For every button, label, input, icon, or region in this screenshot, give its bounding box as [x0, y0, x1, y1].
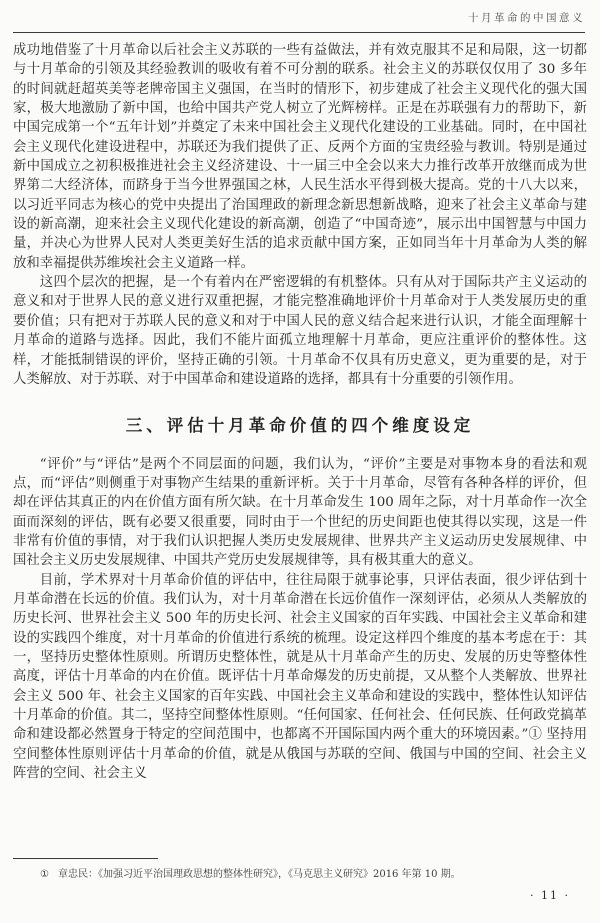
footnote-area	[13, 858, 585, 882]
running-header	[13, 10, 585, 25]
body-text	[13, 41, 587, 841]
paragraph-continuation: 成功地借鉴了十月革命以后社会主义苏联的一些有益做法，并有效克服其不足和局限，这一切都与十月革命的引领及其经验教训的吸收有着不可分割的联系。社会主义的苏联仅仅用了 30 多年的时间就赶超英美等老牌帝国主义强国，在当时的情形下，初步建成了社会主义现代化的强大国家，极大地激励了新中国，也给中国共产党人树立了光辉榜样。正是在苏联强有力的帮助下，新中国完成第一个“五年计划”并奠定了未来中国社会主义现代化建设的工业基础。同时，在中国社会主义现代化建设进程中，苏联还为我们提供了正、反两个方面的宝贵经验与教训。特别是通过新中国成立之初积极推进社会主义经济建设、十一届三中全会以来大力推行改革开放继而成为世界第二大经济体，而跻身于当今世界强国之林，人民生活水平得到极大提高。党的十八大以来，以习近平同志为核心的党中央提出了治国理政的新理念新思想新战略，迎来了社会主义革命与建设的新高潮，迎来社会主义现代化建设的新高潮，创造了“中国奇迹”，展示出中国智慧与中国力量，并决心为世界人民对人类更美好生活的追求贡献中国方案，正如同当年十月革命为人类的解放和幸福提供苏维埃社会主义道路一样。	[13, 43, 587, 271]
footnote-marker: ①	[40, 869, 49, 880]
paragraph: “评价”与“评估”是两个不同层面的问题，我们认为，“评价”主要是对事物本身的看法和观点，而“评估”则侧重于对事物产生结果的重新评析。关于十月革命，尽管有各种各样的评价，但却在评估其真正的内在价值方面有所欠缺。在十月革命发生 100 周年之际，对十月革命作一次全面而深刻的评估，既有必要又很重要，同时由于一个世纪的历史间距也使其得以实现，这是一件非常有价值的事情，对于我们认识把握人类历史发展规律、世界共产主义运动历史发展规律、中国社会主义历史发展规律、中国共产党历史发展规律等，具有极其重大的意义。	[13, 456, 587, 569]
paragraph: 这四个层次的把握，是一个有着内在严密逻辑的有机整体。只有从对于国际共产主义运动的意义和对于世界人民的意义进行双重把握，才能完整准确地评价十月革命对于人类发展历史的重要价值；只有把对于苏联人民的意义和对于中国人民的意义结合起来进行认识，才能全面理解十月革命的道路与选择。因此，我们不能片面孤立地理解十月革命，更应注重评价的整体性。这样，才能抵制错误的评价，坚持正确的引领。十月革命不仅具有历史意义，更为重要的是，对于人类解放、对于苏联、对于中国革命和建设道路的选择，都具有十分重要的引领作用。	[13, 275, 587, 387]
footnote-text: 章忠民：《加强习近平治国理政思想的整体性研究》，《马克思主义研究》2016 年第 10 期。	[57, 869, 461, 880]
page-number: · 11 ·	[530, 889, 570, 902]
header-rule	[13, 32, 585, 33]
paragraph: 目前，学术界对十月革命价值的评估中，往往局限于就事论事，只评估表面，很少评估到十月革命潜在长远的价值。我们认为，对十月革命潜在长远价值作一深刻评估，必须从人类解放的历史长河、世界社会主义 500 年的历史长河、社会主义国家的百年实践、中国社会主义革命和建设的实践四个维度，对十月革命的价值进行系统的梳理。设定这样四个维度的基本考虑在于：其一，坚持历史整体性原则。所谓历史整体性，就是从十月革命产生的历史、发展的历史等整体性高度，评估十月革命的内在价值。既评估十月革命爆发的历史前提，又从整个人类解放、世界社会主义 500 年、社会主义国家的百年实践、中国社会主义革命和建设的实践中，整体性认知评估十月革命的价值。其二，坚持空间整体性原则。“任何国家、任何社会、任何民族、任何政党搞革命和建设都必然置身于特定的空间范围中，也都离不开国际国内两个重大的环境因素。”① 坚持用空间整体性原则评估十月革命的价值，就是从俄国与苏联的空间、俄国与中国的空间、社会主义阵营的空间、社会主义	[13, 572, 587, 782]
running-title: 十月革命的中国意义	[468, 12, 585, 24]
section-heading: 三、评估十月革命价值的四个维度设定	[125, 416, 475, 436]
footnote	[13, 868, 585, 882]
footnote-rule	[13, 858, 158, 859]
